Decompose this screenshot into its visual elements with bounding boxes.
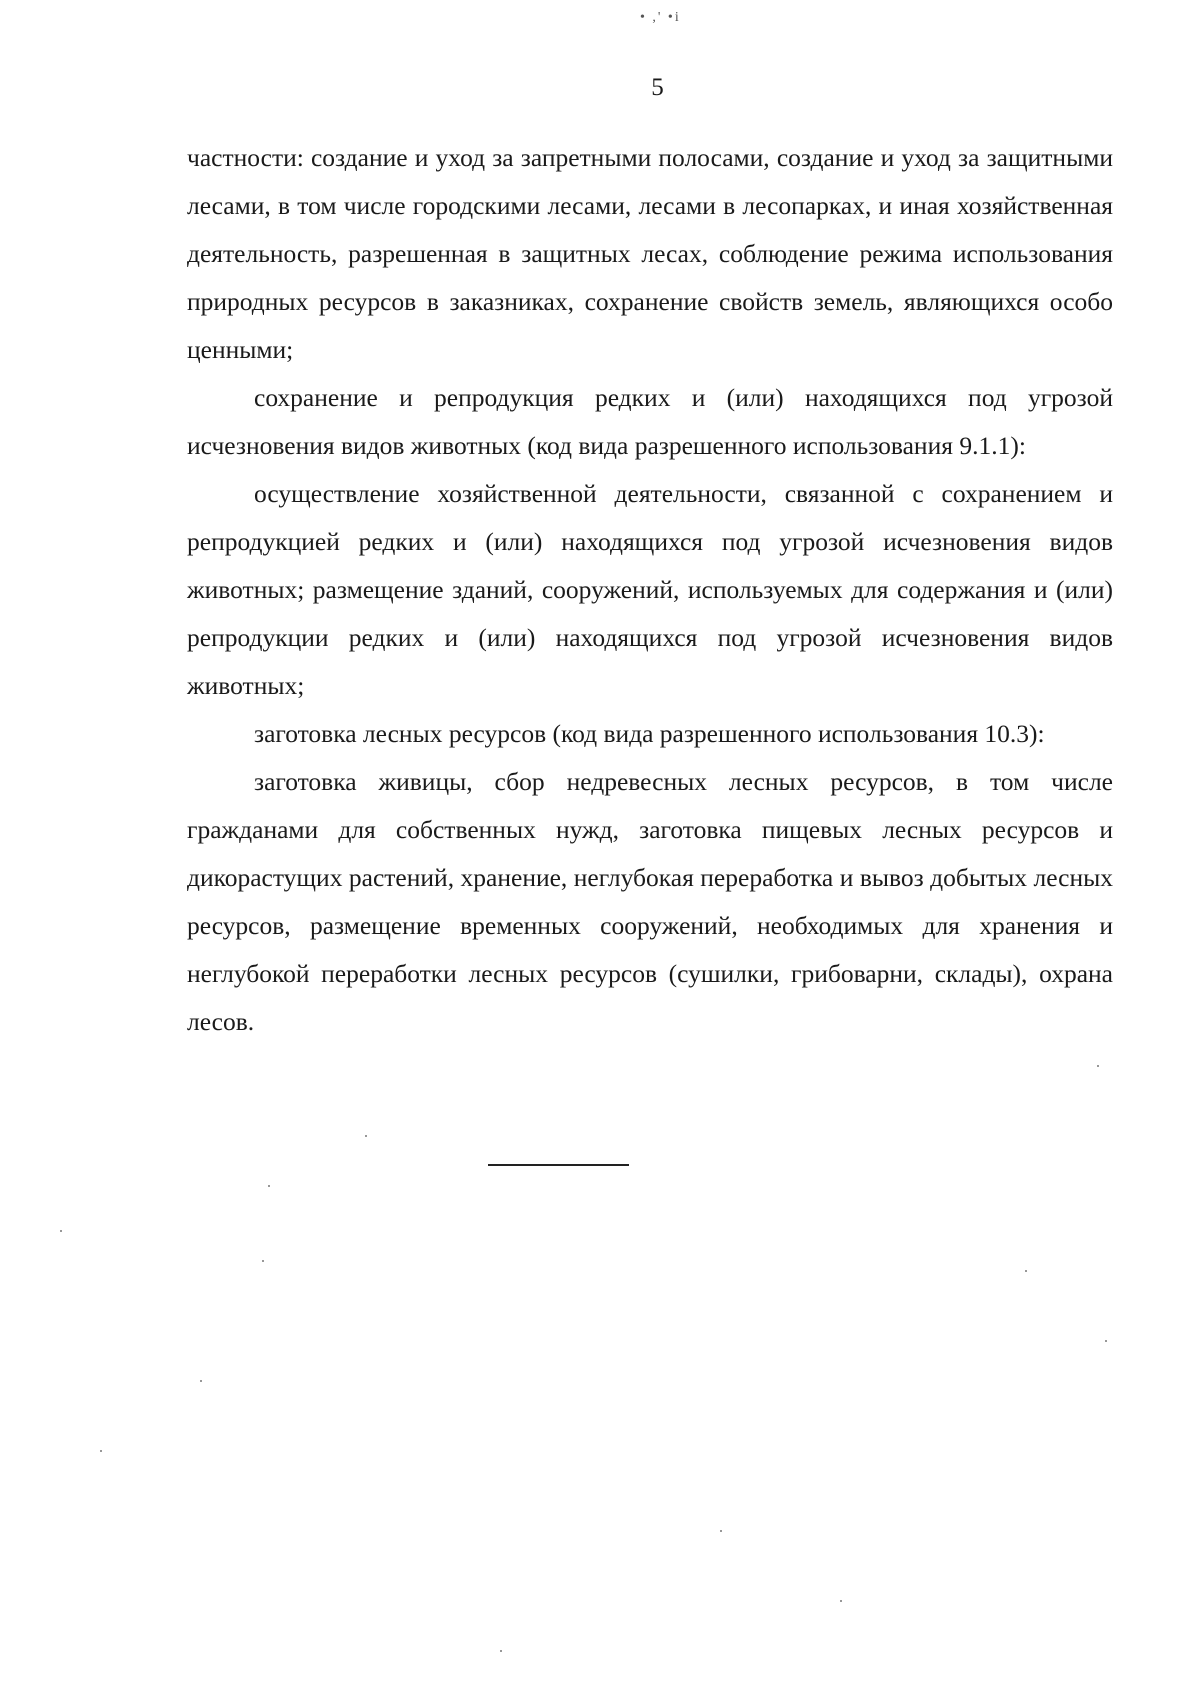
scan-speck: [100, 1450, 102, 1452]
scan-speck: [720, 1530, 722, 1532]
scan-speck: [1105, 1340, 1107, 1342]
scan-speck: [60, 1230, 62, 1232]
scan-speck: [500, 1650, 502, 1652]
scan-speck: [268, 1185, 270, 1187]
paragraph-forest-heading: заготовка лесных ресурсов (код вида разрешенного использования 10.3):: [254, 719, 1045, 748]
page-number: 5: [651, 74, 664, 101]
paragraph-continuation: частности: создание и уход за запретными полосами, создание и уход за защитными лесами, в том числе городскими лесами, лесами в лесопарках, и иная хозяйственная деятельность, разрешенная в защитных лесах, соблюдение режима использования природных ресурсов в заказниках, сохранение свойств земель, являющихся особо ценными;: [187, 143, 1113, 364]
scan-mark: • ,' •i: [640, 10, 681, 25]
scan-speck: [1025, 1270, 1027, 1272]
document-body: [187, 134, 1113, 1046]
scan-speck: [840, 1600, 842, 1602]
scan-speck: [200, 1380, 202, 1382]
paragraph-species-description: осуществление хозяйственной деятельности, связанной с сохранением и репродукцией редких и (или) находящихся под угрозой исчезновения видов животных; размещение зданий, сооружений, используемых для содержания и (или) репродукции редких и (или) находящихся под угрозой исчезновения видов животных;: [187, 479, 1113, 700]
scan-speck: [1097, 1065, 1099, 1067]
end-divider: [488, 1164, 629, 1166]
paragraph-species-heading: сохранение и репродукция редких и (или) находящихся под угрозой исчезновения видов животных (код вида разрешенного использования 9.1.1):: [187, 383, 1113, 460]
paragraph-forest-description: заготовка живицы, сбор недревесных лесных ресурсов, в том числе гражданами для собственных нужд, заготовка пищевых лесных ресурсов и дикорастущих растений, хранение, неглубокая переработка и вывоз добытых лесных ресурсов, размещение временных сооружений, необходимых для хранения и неглубокой переработки лесных ресурсов (сушилки, грибоварни, склады), охрана лесов.: [187, 767, 1113, 1036]
scan-speck: [365, 1135, 367, 1137]
scan-speck: [262, 1260, 264, 1262]
